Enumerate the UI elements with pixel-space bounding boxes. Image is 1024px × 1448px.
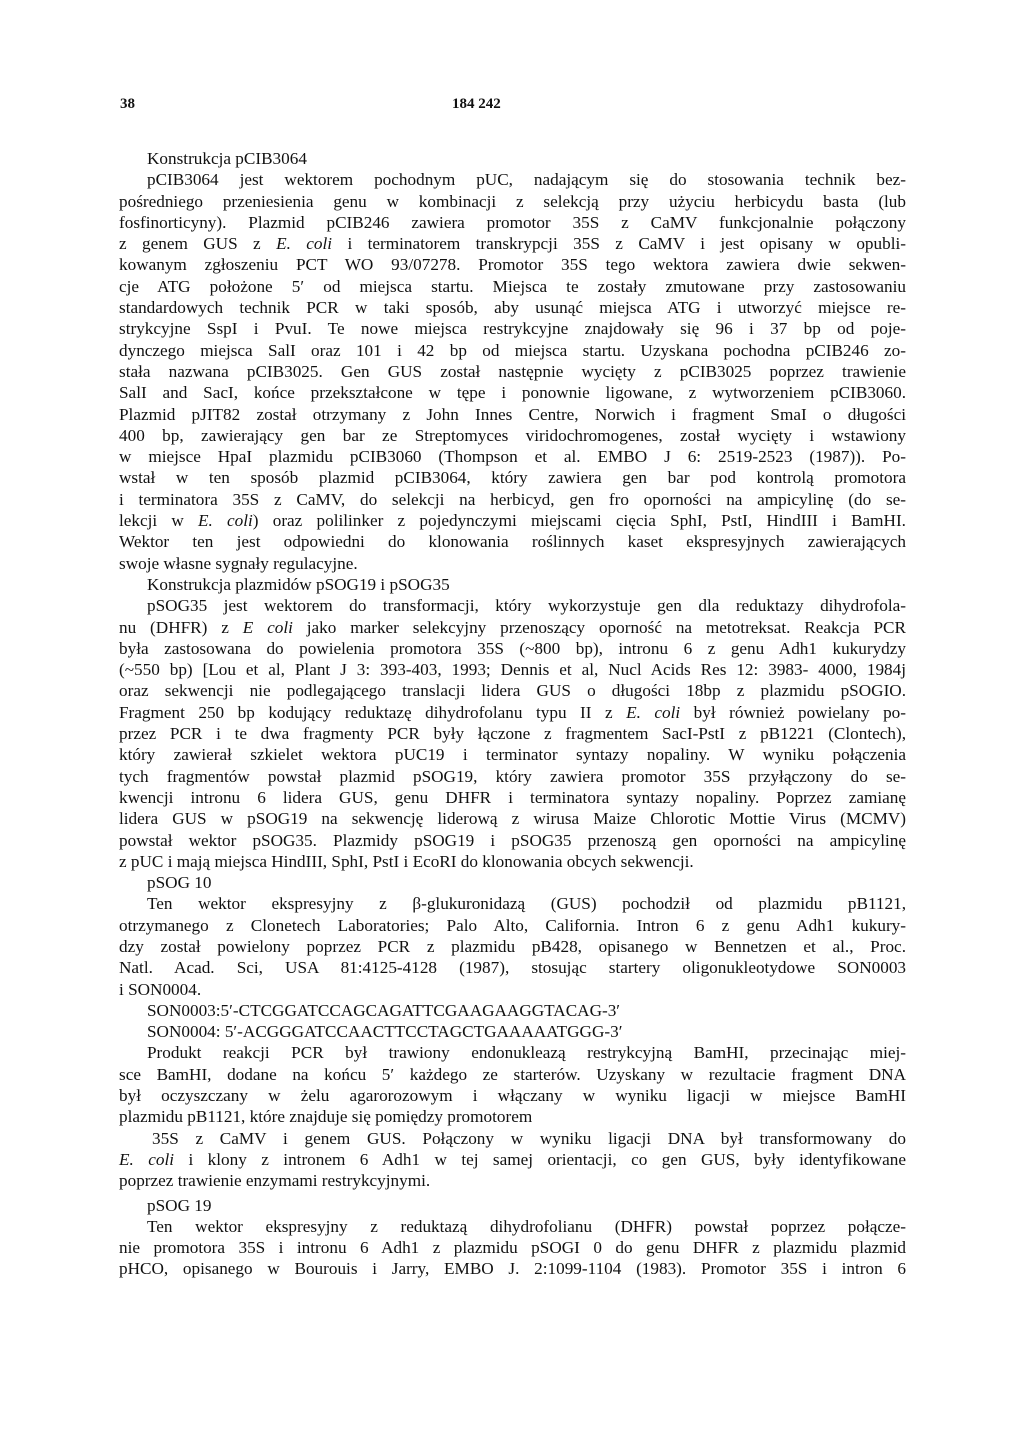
text-line: tych fragmentów powstał plazmid pSOG19, który zawiera promotor 35S przyłączony do se- — [119, 766, 906, 786]
text-line: z pUC i mają miejsca HindIII, SphI, PstI i EcoRI do klonowania obcych sekwencji. — [119, 851, 694, 871]
text-line: plazmidu pB1121, które znajduje się pomiędzy promotorem — [119, 1107, 533, 1127]
patent-number: 184 242 — [452, 96, 501, 112]
text-line: 35S z CaMV i genem GUS. Połączony w wyniku ligacji DNA był transformowany do — [152, 1128, 906, 1148]
text-line: kowanym zgłoszeniu PCT WO 93/07278. Promotor 35S tego wektora zawiera dwie sekwen- — [119, 255, 906, 275]
text-line: pSOG 10 — [147, 873, 212, 893]
text-line: który zawierał szkielet wektora pUC19 i terminator syntazy nopaliny. W wyniku połączenia — [119, 745, 906, 765]
text-line: 400 bp, zawierający gen bar ze Streptomyces viridochromogenes, został wycięty i wstawiony — [119, 425, 906, 445]
text-line: standardowych technik PCR w taki sposób, aby usunąć miejsca ATG i utworzyć miejsce re- — [119, 298, 906, 318]
page-number: 38 — [120, 96, 135, 112]
text-line: powstał wektor pSOG35. Plazmidy pSOG19 i pSOG35 przenoszą gen oporności na ampicylinę — [119, 830, 906, 850]
text-line: nie promotora 35S i intronu 6 Adh1 z plazmidu pSOGI 0 do genu DHFR z plazmidu plazmid — [119, 1238, 906, 1258]
text-line: nu (DHFR) z E coli jako marker selekcyjny przenoszący oporność na metotreksat. Reakcja PCR — [119, 617, 906, 637]
text-line: strykcyjne SspI i PvuI. Te nowe miejsca restrykcyjne znajdowały się 96 i 37 bp od poje- — [119, 319, 906, 339]
text-line: SON0004: 5′-ACGGGATCCAACTTCCTAGCTGAAAAATGGG-3′ — [147, 1022, 623, 1042]
text-line: pSOG35 jest wektorem do transformacji, który wykorzystuje gen dla reduktazy dihydrofola- — [147, 596, 906, 616]
text-line: dynczego miejsca SalI oraz 101 i 42 bp od miejsca startu. Uzyskana pochodna pCIB246 zo- — [119, 340, 906, 360]
text-line: była zastosowana do powielenia promotora 35S (~800 bp), intronu 6 z genu Adh1 kukurydzy — [119, 638, 906, 658]
text-line: był oczyszczany w żelu agarorozowym i włączany w wyniku ligacji w miejsce BamHI — [119, 1086, 906, 1106]
text-line: Ten wektor ekspresyjny z β-glukuronidazą (GUS) pochodził od plazmidu pB1121, — [147, 894, 906, 914]
text-line: dzy został powielony poprzez PCR z plazmidu pB428, opisanego w Bennetzen et al., Proc. — [119, 936, 906, 956]
text-line: (~550 bp) [Lou et al, Plant J 3: 393-403, 1993; Dennis et al, Nucl Acids Res 12: 3983- 4000, 1984j — [119, 660, 906, 680]
text-line: stała nazwana pCIB3025. Gen GUS został następnie wycięty z pCIB3025 poprzez trawienie — [119, 361, 906, 381]
text-line: Konstrukcja pCIB3064 — [147, 149, 307, 168]
text-line: Ten wektor ekspresyjny z reduktazą dihydrofolianu (DHFR) powstał poprzez połącze- — [147, 1216, 906, 1236]
text-line: SON0003:5′-CTCGGATCCAGCAGATTCGAAGAAGGTACAG-3′ — [147, 1000, 621, 1020]
text-line: Wektor ten jest odpowiedni do klonowania roślinnych kaset ekspresyjnych zawierających — [119, 532, 906, 552]
text-line: lekcji w E. coli) oraz polilinker z pojedynczymi miejscami cięcia SphI, PstI, HindIII i BamHI. — [119, 511, 906, 531]
text-line: otrzymanego z Clonetech Laboratories; Palo Alto, California. Intron 6 z genu Adh1 kukury- — [119, 915, 906, 935]
text-line: cje ATG położone 5′ od miejsca startu. Miejsca te zostały zmutowane przy zastosowaniu — [119, 276, 906, 296]
text-line: pSOG 19 — [147, 1195, 212, 1215]
text-line: pHCO, opisanego w Bourouis i Jarry, EMBO J. 2:1099-1104 (1983). Promotor 35S i intron 6 — [119, 1259, 906, 1279]
text-line: sce BamHI, dodane na końcu 5′ każdego ze starterów. Uzyskany w rezultacie fragment DNA — [119, 1064, 906, 1084]
text-line: i SON0004. — [119, 979, 202, 999]
text-line: w miejsce HpaI plazmidu pCIB3060 (Thompson et al. EMBO J 6: 2519-2523 (1987)). Po- — [119, 447, 906, 467]
text-line: SalI and SacI, końce przekształcone w tępe i ponownie ligowane, z wytworzeniem pCIB3060. — [119, 383, 906, 403]
text-line: pośredniego przeniesienia genu w kombinacji z selekcją przy użyciu herbicydu basta (lub — [119, 191, 906, 211]
text-line: Konstrukcja plazmidów pSOG19 i pSOG35 — [147, 574, 450, 594]
text-line: Fragment 250 bp kodujący reduktazę dihydrofolanu typu II z E. coli był również powielany po- — [119, 702, 906, 722]
text-line: kwencji intronu 6 lidera GUS, genu DHFR i terminatora syntazy nopaliny. Poprzez zamianę — [119, 787, 906, 807]
text-line: przez PCR i te dwa fragmenty PCR były łączone z fragmentem SacI-PstI z pB1221 (Clontech), — [119, 724, 906, 744]
text-line: E. coli i klony z intronem 6 Adh1 w tej samej orientacji, co gen GUS, były identyfikowane — [119, 1149, 906, 1169]
text-line: fosfinorticyny). Plazmid pCIB246 zawiera promotor 35S z CaMV funkcjonalnie połączony — [119, 212, 906, 232]
page-header — [0, 96, 1024, 120]
text-line: z genem GUS z E. coli i terminatorem transkrypcji 35S z CaMV i jest opisany w opubli- — [119, 234, 906, 254]
text-line: swoje własne sygnały regulacyjne. — [119, 553, 358, 573]
text-line: lidera GUS w pSOG19 na sekwencję liderową z wirusa Maize Chlorotic Mottie Virus (MCMV) — [119, 809, 906, 829]
text-line: i terminatora 35S z CaMV, do selekcji na herbicyd, gen fro oporności na ampicylinę (do se- — [119, 489, 906, 509]
text-line: oraz sekwencji nie podlegającego translacji lidera GUS o długości 18bp z plazmidu pSOGIO. — [119, 681, 906, 701]
text-line: Plazmid pJIT82 został otrzymany z John Innes Centre, Norwich i fragment SmaI o długości — [119, 404, 906, 424]
text-line: wstał w ten sposób plazmid pCIB3064, który zawiera gen bar pod kontrolą promotora — [119, 468, 906, 488]
text-line: Natl. Acad. Sci, USA 81:4125-4128 (1987), stosując startery oligonukleotydowe SON0003 — [119, 958, 906, 978]
text-line: Produkt reakcji PCR był trawiony endonukleazą restrykcyjną BamHI, przecinając miej- — [147, 1043, 906, 1063]
text-line: poprzez trawienie enzymami restrykcyjnymi. — [119, 1171, 431, 1191]
document-body — [119, 148, 906, 1280]
text-line: pCIB3064 jest wektorem pochodnym pUC, nadającym się do stosowania technik bez- — [147, 170, 906, 190]
